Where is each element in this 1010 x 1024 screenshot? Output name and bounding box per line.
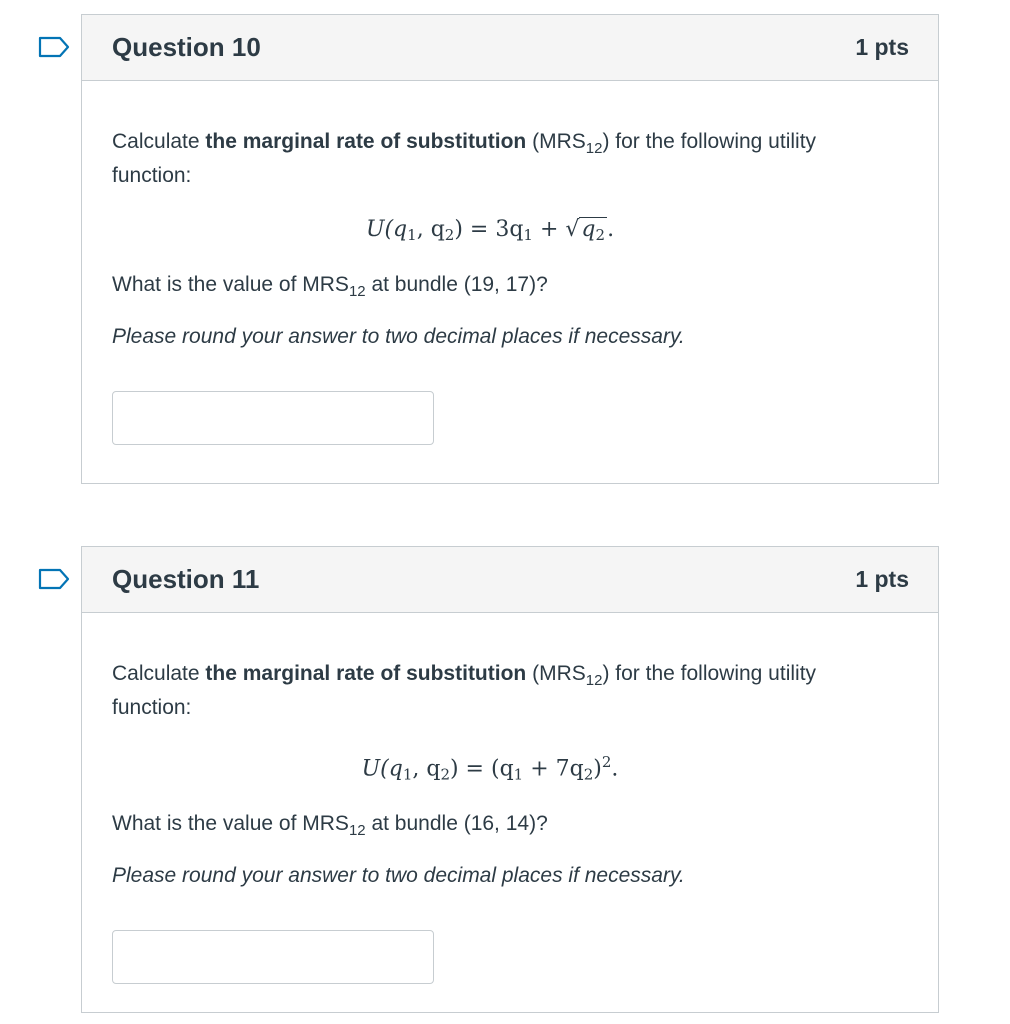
- flag-question-icon[interactable]: [38, 36, 70, 58]
- question-body: [82, 613, 938, 984]
- question-body: [82, 81, 938, 445]
- question-points: 1 pts: [855, 566, 909, 592]
- utility-formula: $U(q_1$, $q_2) = (q_1 + 7q_2)^2$.: [361, 753, 619, 784]
- flag-question-icon[interactable]: [38, 568, 70, 590]
- question-title: Question 11: [112, 564, 260, 594]
- question-header: [82, 15, 938, 81]
- question-11-card: [81, 546, 939, 1013]
- question-intro: Calculate the marginal rate of substitution $(MRS_{12})$ for the following utility function:: [112, 662, 817, 719]
- answer-input[interactable]: [112, 930, 434, 984]
- question-header: [82, 547, 938, 613]
- rounding-instruction: Please round your answer to two decimal places if necessary.: [112, 325, 685, 348]
- rounding-instruction: Please round your answer to two decimal places if necessary.: [112, 864, 685, 888]
- utility-formula: $U(q_1$, $q_2) = 3q_1 + √q_2$.: [112, 213, 908, 252]
- question-intro: Calculate the marginal rate of substitution $(MRS_{12})$ for the following utility function:: [112, 130, 817, 187]
- question-prompt: What is the value of $MRS_{12}$ at bundle (19, 17)?: [112, 273, 548, 300]
- question-10-card: [81, 14, 939, 484]
- question-title: Question 10: [112, 32, 261, 62]
- answer-input[interactable]: [112, 391, 434, 445]
- question-prompt: What is the value of $MRS_{12}$ at bundle (16, 14)?: [112, 812, 548, 840]
- question-points: 1 pts: [855, 34, 909, 60]
